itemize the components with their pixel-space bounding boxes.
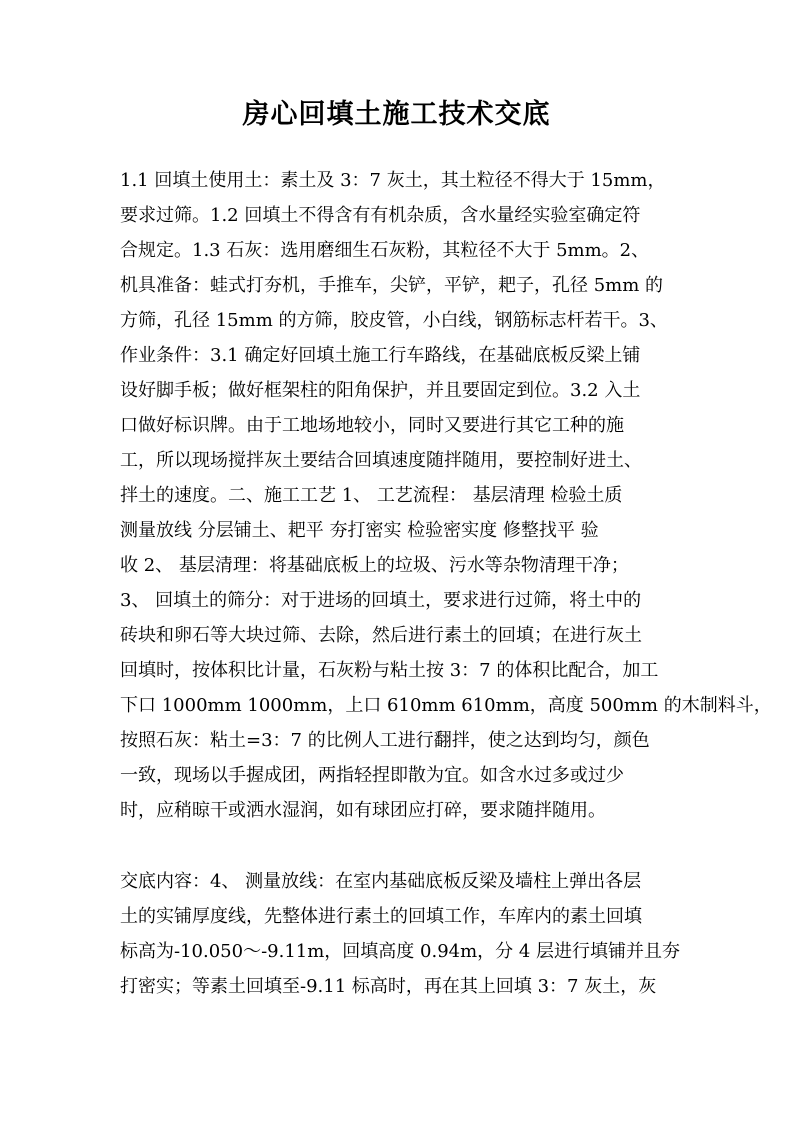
text-line: 打密实；等素土回填至-9.11 标高时，再在其上回填 3：7 灰土，灰 [120, 976, 657, 997]
text-line: 一致，现场以手握成团，两指轻捏即散为宜。如含水过多或过少 [120, 765, 624, 786]
text-line: 3、 回填土的筛分：对于进场的回填土，要求进行过筛，将土中的 [120, 590, 642, 611]
body-paragraph-2 [120, 864, 681, 1004]
text-line: 工，所以现场搅拌灰土要结合回填速度随拌随用，要控制好进土、 [120, 450, 642, 471]
text-line: 口做好标识牌。由于工地场地较小，同时又要进行其它工种的施 [120, 415, 624, 436]
text-line: 土的实铺厚度线，先整体进行素土的回填工作，车库内的素土回填 [120, 906, 642, 927]
document-title: 房心回填土施工技术交底 [242, 99, 551, 130]
text-line: 回填时，按体积比计量，石灰粉与粘土按 3：7 的体积比配合，加工 [120, 660, 659, 681]
text-line: 拌土的速度。二、施工工艺 1、 工艺流程： 基层清理 检验土质 [120, 485, 623, 506]
text-line: 机具准备：蛙式打夯机，手推车，尖铲，平铲，耙子，孔径 5mm 的 [120, 275, 664, 296]
text-line: 测量放线 分层铺土、耙平 夯打密实 检验密实度 修整找平 验 [120, 520, 599, 541]
text-line: 砖块和卵石等大块过筛、去除，然后进行素土的回填；在进行灰土 [120, 625, 642, 646]
body-paragraph-1 [120, 163, 772, 828]
text-line: 交底内容：4、 测量放线：在室内基础底板反梁及墙柱上弹出各层 [120, 871, 642, 892]
text-line: 方筛，孔径 15mm 的方筛，胶皮管，小白线，钢筋标志杆若干。3、 [120, 310, 668, 331]
text-line: 按照石灰：粘土=3：7 的比例人工进行翻拌，使之达到均匀，颜色 [120, 730, 650, 751]
text-line: 标高为-10.050～-9.11m，回填高度 0.94m，分 4 层进行填铺并且夯 [120, 941, 681, 962]
text-line: 时，应稍晾干或洒水湿润，如有球团应打碎，要求随拌随用。 [120, 800, 606, 821]
text-line: 收 2、 基层清理：将基础底板上的垃圾、污水等杂物清理干净； [120, 555, 629, 576]
text-line: 下口 1000mm 1000mm，上口 610mm 610mm，高度 500mm 的木制料斗， [120, 695, 772, 716]
text-line: 要求过筛。1.2 回填土不得含有有机杂质，含水量经实验室确定符 [120, 205, 641, 226]
text-line: 1.1 回填土使用土：素土及 3：7 灰土，其土粒径不得大于 15mm， [120, 170, 666, 191]
text-line: 设好脚手板；做好框架柱的阳角保护，并且要固定到位。3.2 入土 [120, 380, 641, 401]
text-line: 合规定。1.3 石灰：选用磨细生石灰粉，其粒径不大于 5mm。2、 [120, 240, 650, 261]
text-line: 作业条件：3.1 确定好回填土施工行车路线，在基础底板反梁上铺 [120, 345, 641, 366]
